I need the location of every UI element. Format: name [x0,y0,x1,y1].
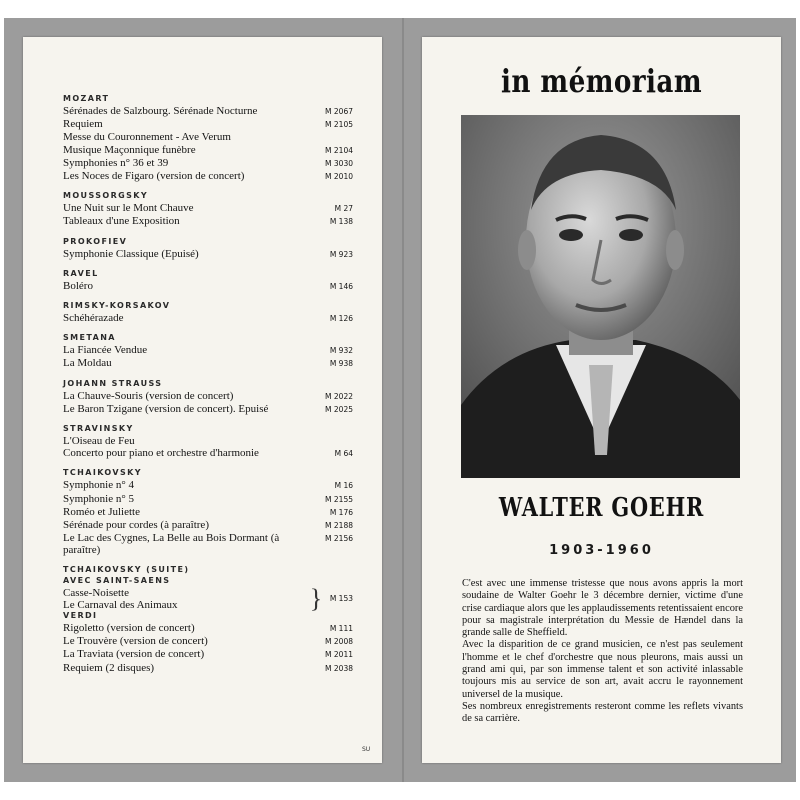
printer-mark: SU [362,746,371,753]
catalog-number [309,435,353,436]
composer-heading: AVEC SAINT-SAENS [63,575,171,585]
work-title: Le Trouvère (version de concert) [63,635,208,648]
composer-heading: MOZART [63,94,110,103]
work-title: Roméo et Juliette [63,505,140,518]
catalog-number: M 938 [329,359,353,369]
catalog-number: M 2188 [325,521,353,531]
work-title: Sérénades de Salzbourg. Sérénade Nocturne [63,105,258,117]
work-title: Requiem (2 disques) [63,661,155,674]
brace-mark: } [309,583,323,613]
coupled-entry [63,583,353,613]
catalog-number: M 146 [329,281,353,291]
memorial-title: in mémoriam [501,62,702,100]
work-title: Symphonie Classique (Epuisé) [63,247,199,260]
catalog-number: M 138 [329,217,353,227]
memorial-text [462,578,743,726]
catalog-number: M 2104 [325,145,353,155]
list-item [63,215,353,228]
work-title: Symphonie n° 5 [63,492,135,505]
catalog-number: M 153 [329,593,353,603]
list-item [63,312,353,325]
list-item [63,144,353,157]
list-item [63,280,353,293]
catalog-number: M 2025 [325,404,353,414]
catalog-number: M 2067 [325,107,353,116]
catalog-number: M 2156 [325,534,353,544]
conductor-name: WALTER GOEHR [498,493,705,523]
composer-heading: RAVEL [63,268,99,278]
composer-heading: SMETANA [63,333,116,343]
list-item [63,105,353,118]
work-title: Sérénade pour cordes (à paraître) [63,519,209,532]
work-title: Symphonies n° 36 et 39 [63,156,169,169]
list-item [63,622,353,635]
work-title: L'Oiseau de Feu [63,435,135,448]
work-title: Le Lac des Cygnes, La Belle au Bois Dormant (à paraître) [63,532,280,557]
list-item [63,202,353,215]
life-dates: 1903-1960 [549,543,654,558]
list-item [63,506,353,519]
work-title: Une Nuit sur le Mont Chauve [63,202,194,215]
work-title: Rigoletto (version de concert) [63,622,195,635]
catalog-number: M 27 [334,204,353,214]
catalog-number: M 2010 [325,172,353,182]
list-item [63,479,353,492]
list-item [63,435,353,447]
list-item [63,648,353,661]
list-item [63,157,353,170]
work-title: Musique Maçonnique funèbre [63,143,196,156]
catalog-number [309,131,353,132]
work-title: Schéhérazade [63,312,124,325]
list-item [63,519,353,532]
catalog-number: M 64 [334,449,353,459]
list-item [63,447,353,460]
work-title: Concerto pour piano et orchestre d'harmonie [63,447,259,460]
catalog-number: M 923 [329,249,353,259]
memorial-paragraph: Ses nombreux enregistrements resteront comme les reflets vivants de sa carrière. [462,700,743,725]
work-title: La Moldau [63,357,112,370]
catalog-number: M 176 [329,507,353,517]
catalog-number: M 2105 [325,120,353,130]
list-item [63,390,353,403]
list-item [63,493,353,506]
composer-heading: STRAVINSKY [63,424,134,434]
work-title: La Traviata (version de concert) [63,648,205,661]
work-title: Symphonie n° 4 [63,479,135,492]
list-item [63,118,353,131]
list-item [63,131,353,143]
catalog-number: M 3030 [325,158,353,168]
list-item [63,344,353,357]
fold-crease [402,18,404,782]
work-title: La Fiancée Vendue [63,344,148,357]
catalog-number: M 16 [334,481,353,491]
catalog-number: M 2155 [325,494,353,504]
work-title: Casse-Noisette [63,586,129,599]
memorial-paragraph: C'est avec une immense tristesse que nous avons appris la mort soudaine de Walter Goehr le 3 décembre dernier, victime d'une crise cardiaque alors que les applaudissements retentissaient encore pour sa magistrale interprétation du Messie de Hændel dans la grande salle de Sheffield. [462,578,743,639]
list-item [63,248,353,261]
work-title: Requiem [63,118,103,131]
composer-heading: RIMSKY-KORSAKOV [63,301,171,311]
list-item [63,532,353,556]
list-item [63,357,353,370]
discography-list [63,94,353,675]
work-title: La Chauve-Souris (version de concert) [63,389,234,402]
list-item [63,635,353,648]
portrait-photo [461,115,740,478]
work-title: Boléro [63,279,93,292]
catalog-number: M 126 [329,314,353,324]
work-title: Les Noces de Figaro (version de concert) [63,170,245,183]
catalog-number: M 2008 [325,637,353,647]
list-item [63,170,353,183]
composer-heading: MOUSSORGSKY [63,191,149,201]
catalog-number: M 932 [329,346,353,356]
catalog-number: M 111 [329,624,353,634]
work-title: Messe du Couronnement - Ave Verum [63,131,231,144]
catalog-number: M 2022 [325,391,353,401]
composer-heading: TCHAIKOVSKY [63,468,142,478]
list-item [63,662,353,675]
work-title: Le Carnaval des Animaux [63,598,178,611]
composer-heading: PROKOFIEV [63,236,128,246]
work-title: Le Baron Tzigane (version de concert). Epuisé [63,402,269,415]
catalog-number: M 2011 [325,650,353,660]
work-title: Tableaux d'une Exposition [63,215,180,228]
composer-heading: JOHANN STRAUSS [63,378,163,388]
catalog-number: M 2038 [325,663,353,673]
composer-heading: VERDI [63,611,98,621]
list-item [63,403,353,416]
composer-heading: TCHAIKOVSKY (SUITE) [63,564,190,574]
memorial-paragraph: Avec la disparition de ce grand musicien, ce n'est pas seulement l'homme et le chef d'orchestre que nous pleurons, mais aussi un grand ami qui, par son immense talent et son activité inlassable toujours mis au service de son art, avait accru le rayonnement universel de la musique. [462,639,743,700]
